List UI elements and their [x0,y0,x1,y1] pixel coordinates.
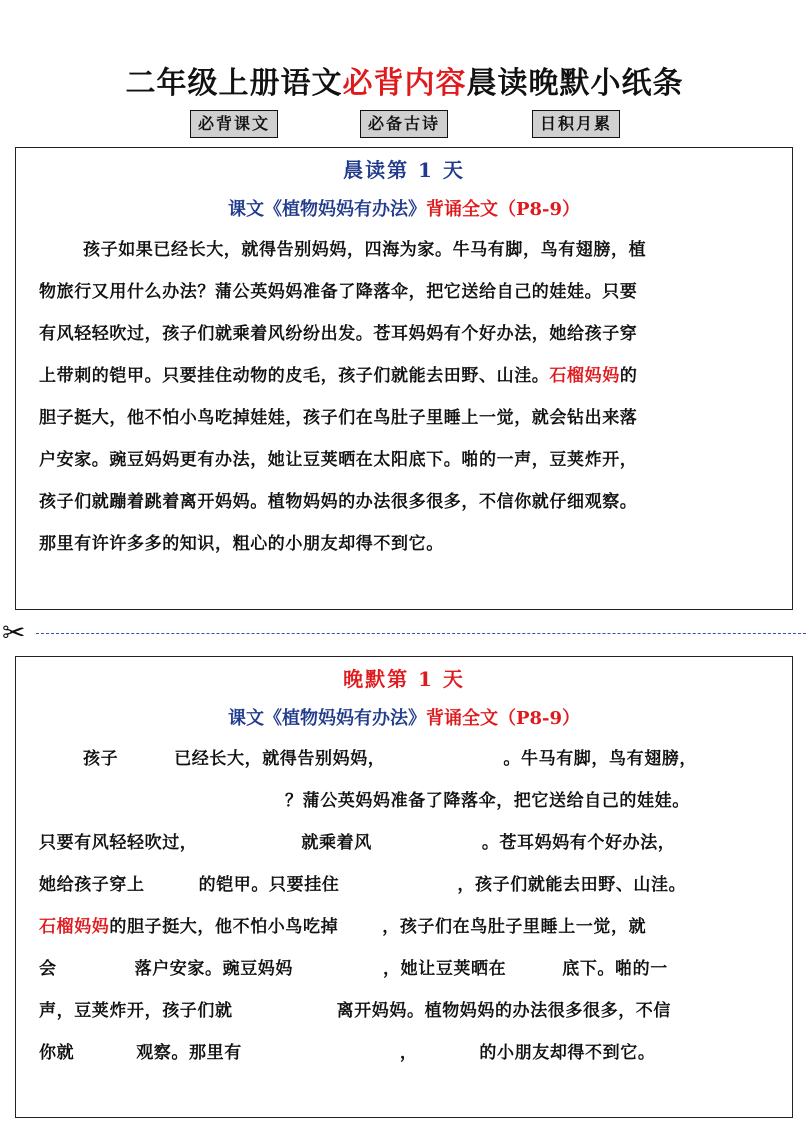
evening-day-heading: 晚默第 1 天 [343,667,465,691]
tab-daily-accumulation[interactable]: 日积月累 [532,110,620,138]
morning-subtitle: 课文《植物妈妈有办法》背诵全文（P8-9） [227,199,581,220]
title-part-3: 晨读晚默小纸条 [466,66,684,101]
cut-line-divider [36,633,806,634]
highlight-text: 石榴妈妈 [549,366,620,386]
title-part-1: 二年级上册语文 [125,66,343,101]
scissors-icon: ✂ [2,616,26,649]
evening-subtitle: 课文《植物妈妈有办法》背诵全文（P8-9） [227,708,581,729]
morning-reading-card [15,147,793,610]
page-title [0,58,809,102]
evening-fill-in-passage: 孩子 已经长大，就得告别妈妈， 。牛马有脚，鸟有翅膀， ？蒲公英妈妈准备了降落伞，把它送给自己的娃娃。 只要有风轻轻吹过， 就乘着风 。苍耳妈妈有个好办法， 她给孩子穿上 的铠甲。只要挂住 ，孩子们就能去田野、山洼。 石榴妈妈的胆子挺大，他不怕小鸟吃掉 ，孩子们在鸟肚子里睡上一觉，就 会 落户安家。豌豆妈妈 ，她让豆荚晒在 底下。啪的一 声，豆荚炸开，孩子们就 离开妈妈。植物妈妈的办法很多很多，不信 你就 观察。那里有 ， 的小朋友却得不到它。 [39,749,698,1063]
tab-ancient-poems[interactable]: 必备古诗 [360,110,448,138]
morning-day-heading: 晨读第 1 天 [343,158,465,182]
evening-dictation-card [15,656,793,1118]
morning-passage: 孩子如果已经长大，就得告别妈妈，四海为家。牛马有脚，鸟有翅膀，植 物旅行又用什么办法？蒲公英妈妈准备了降落伞，把它送给自己的娃娃。只要 有风轻轻吹过，孩子们就乘着风纷纷出发。苍耳妈妈有个好办法，她给孩子穿 上带刺的铠甲。只要挂住动物的皮毛，孩子们就能去田野、山洼。石榴妈妈的 胆子挺大，他不怕小鸟吃掉娃娃，孩子们在鸟肚子里睡上一觉，就会钻出来落 户安家。豌豆妈妈更有办法，她让豆荚晒在太阳底下。啪的一声，豆荚炸开， 孩子们就蹦着跳着离开妈妈。植物妈妈的办法很多很多，不信你就仔细观察。 那里有许许多多的知识，粗心的小朋友却得不到它。 [39,240,647,554]
title-highlight: 必背内容 [342,66,467,101]
highlight-text: 石榴妈妈 [39,917,110,937]
tab-required-texts[interactable]: 必背课文 [190,110,278,138]
